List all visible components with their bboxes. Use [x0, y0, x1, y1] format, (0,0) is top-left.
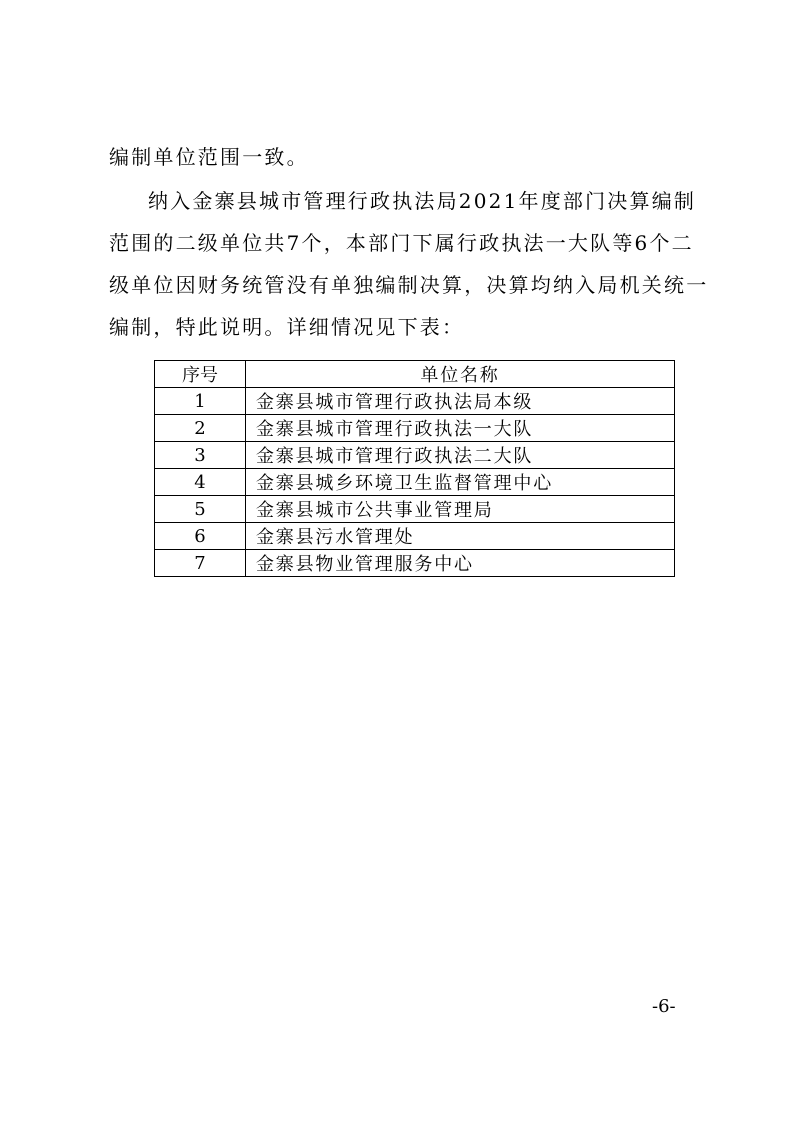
table-row [155, 388, 675, 415]
row-serial-number: 5 [155, 496, 246, 523]
row-unit-name: 金寨县城市管理行政执法二大队 [246, 442, 675, 469]
table-header-row [155, 361, 675, 388]
table-row [155, 442, 675, 469]
row-unit-name: 金寨县物业管理服务中心 [246, 550, 675, 577]
paragraph-line-2: 纳入金寨县城市管理行政执法局2021年度部门决算编制 [148, 189, 697, 213]
table-row [155, 550, 675, 577]
row-unit-name: 金寨县城乡环境卫生监督管理中心 [246, 469, 675, 496]
table-row [155, 496, 675, 523]
paragraph-line-3: 范围的二级单位共7个，本部门下属行政执法一大队等6个二 [109, 231, 694, 255]
unit-table [154, 360, 675, 577]
row-unit-name: 金寨县城市公共事业管理局 [246, 496, 675, 523]
table-row [155, 469, 675, 496]
header-serial-number: 序号 [155, 361, 246, 388]
paragraph-line-5: 编制，特此说明。详细情况见下表： [109, 315, 465, 339]
row-serial-number: 1 [155, 388, 246, 415]
row-serial-number: 7 [155, 550, 246, 577]
page-number: -6- [652, 996, 676, 1017]
row-serial-number: 6 [155, 523, 246, 550]
table-row [155, 415, 675, 442]
row-serial-number: 2 [155, 415, 246, 442]
row-unit-name: 金寨县污水管理处 [246, 523, 675, 550]
row-unit-name: 金寨县城市管理行政执法一大队 [246, 415, 675, 442]
row-unit-name: 金寨县城市管理行政执法局本级 [246, 388, 675, 415]
table-row [155, 523, 675, 550]
row-serial-number: 4 [155, 469, 246, 496]
row-serial-number: 3 [155, 442, 246, 469]
paragraph-line-1: 编制单位范围一致。 [109, 145, 309, 169]
paragraph-line-4: 级单位因财务统管没有单独编制决算，决算均纳入局机关统一 [109, 273, 709, 297]
header-unit-name: 单位名称 [246, 361, 675, 388]
